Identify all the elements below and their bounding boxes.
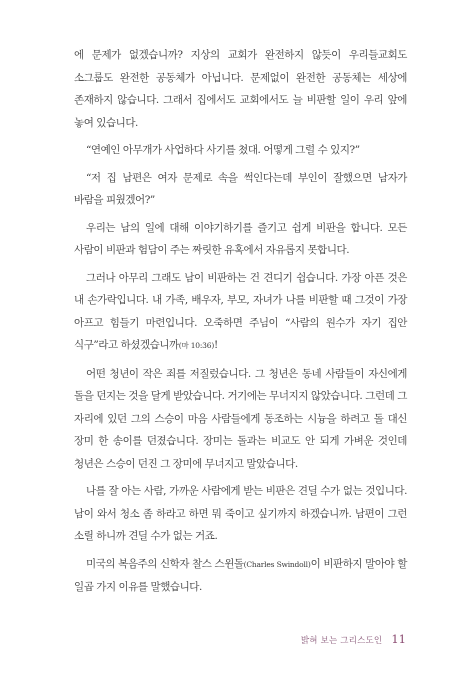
body-text	[74, 44, 407, 604]
paragraph-7: 나를 잘 아는 사람, 가까운 사람에게 받는 비판은 견딜 수가 없는 것입니다. 남이 와서 청소 좀 하라고 하면 뭐 죽이고 싶기까지 하겠습니까. 남편이 그런 소릴 하니까 견딜 수가 없는 거죠.	[74, 485, 407, 542]
running-title: 밝혀 보는 그리스도인	[300, 636, 383, 646]
paragraph-6: 어떤 청년이 작은 죄를 저질렀습니다. 그 청년은 동네 사람들이 자신에게 돌을 던지는 것을 달게 받았습니다. 거기에는 무너지지 않았습니다. 그런데 그 자리에 있던 그의 스승이 마음 사람들에게 동조하는 시늉을 하려고 돌 대신 장미 한 송이를 던졌습니다. 장미는 돌과는 비교도 안 되게 가벼운 것인데 청년은 스승이 던진 그 장미에 무너지고 말았습니다.	[74, 367, 407, 470]
english-name: (Charles Swindoll)	[243, 559, 311, 569]
bible-reference: (마 10:36)	[178, 341, 215, 350]
paragraph-1: 에 문제가 없겠습니까? 지상의 교회가 완전하지 않듯이 우리들교회도 소그룹도 완전한 공동체가 아닙니다. 문제없이 완전한 공동체는 세상에 존재하지 않습니다. 그래서 집에서도 교회에서도 늘 비판할 일이 우리 앞에 놓여 있습니다.	[74, 49, 407, 129]
paragraph-5	[74, 267, 407, 358]
page-number: 11	[391, 632, 406, 646]
page-footer	[301, 632, 406, 646]
paragraph-3-quote: “저 집 남편은 여자 문제로 속을 썩인다는데 부인이 잘했으면 남자가 바람을 피웠겠어?”	[74, 171, 407, 206]
paragraph-4: 우리는 남의 일에 대해 이야기하기를 즐기고 쉽게 비판을 합니다. 모든 사람이 비판과 험담이 주는 짜릿한 유혹에서 자유롭지 못합니다.	[74, 221, 407, 256]
paragraph-8	[74, 553, 407, 599]
paragraph-2-quote: “연예인 아무개가 사업하다 사기를 쳤대. 어떻게 그럴 수 있지?”	[86, 144, 360, 156]
paragraph-5-text: 그러나 아무리 그래도 남이 비판하는 건 견디기 쉽습니다. 가장 아픈 것은 내 손가락입니다. 내 가족, 배우자, 부모, 자녀가 나를 비판할 때 그것이 가장 아프고 힘들기 마련입니다. 오죽하면 주님이 “사람의 원수가 자기 집안 식구”라고 하셨겠습니까	[74, 271, 407, 351]
paragraph-8-tail: 이 비판하지 말아야 할 일곱 가지 이유를 말했습니다.	[74, 557, 407, 593]
paragraph-8-text: 미국의 복음주의 신학자 찰스 스윈돌	[86, 557, 244, 570]
paragraph-5-tail: !	[214, 339, 218, 351]
